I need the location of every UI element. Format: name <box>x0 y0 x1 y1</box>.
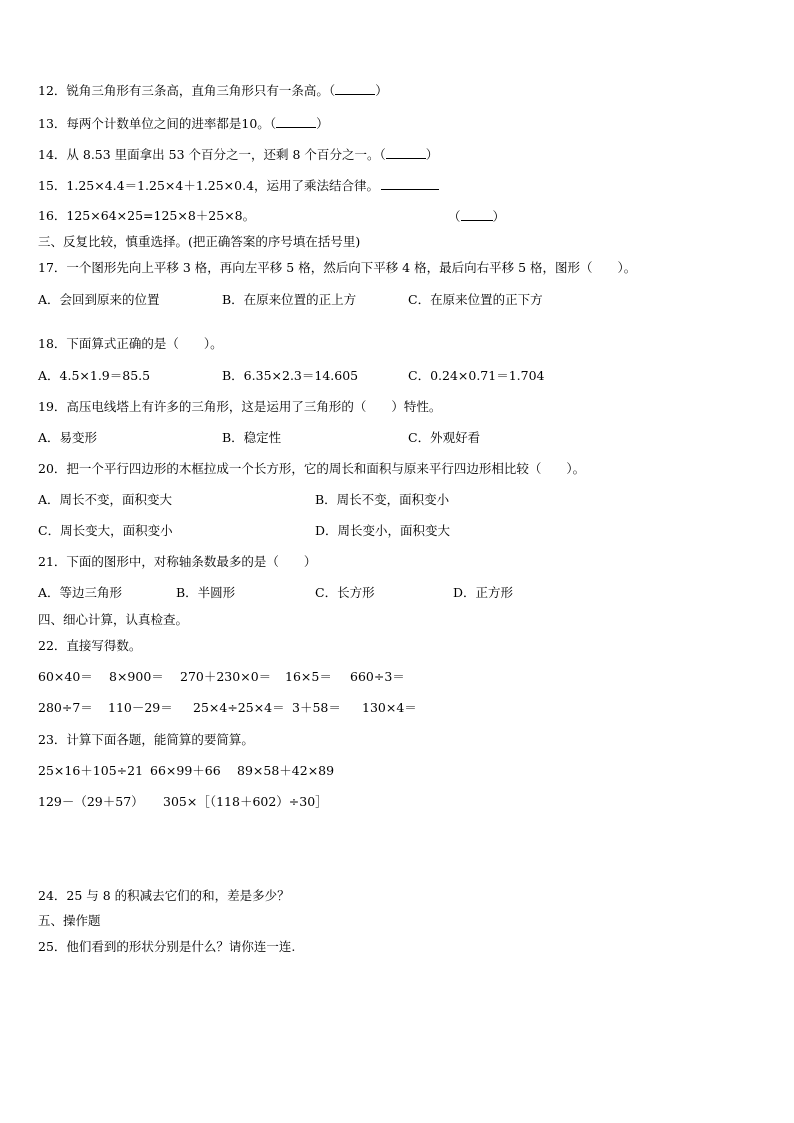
q19-option-c[interactable]: C．外观好看 <box>408 430 481 445</box>
q18-option-a[interactable]: A．4.5×1.9＝85.5 <box>38 368 151 383</box>
question-14-text: 14．从 8.53 里面拿出 53 个百分之一，还剩 8 个百分之一。 <box>38 147 380 162</box>
q23-item: 25×16＋105÷21 <box>38 763 144 778</box>
q22-item: 8×900＝ <box>109 669 164 684</box>
q22-item: 25×4÷25×4＝ <box>193 700 285 715</box>
question-20-text: 20．把一个平行四边形的木框拉成一个长方形，它的周长和面积与原来平行四边形相比较（ ）。 <box>38 461 586 476</box>
question-15 <box>38 177 439 194</box>
question-12: 12．锐角三角形有三条高，直角三角形只有一条高。（ ） <box>38 83 388 98</box>
question-13: 13．每两个计数单位之间的进率都是10。（ ） <box>38 116 329 131</box>
question-16 <box>38 208 255 224</box>
q19-option-a[interactable]: A．易变形 <box>38 430 98 445</box>
q22-item: 60×40＝ <box>38 669 93 684</box>
q23-item: 66×99＋66 <box>150 763 221 778</box>
q18-option-c[interactable]: C．0.24×0.71＝1.704 <box>408 368 545 383</box>
question-16-text: 16．125×64×25=125×8＋25×8。 <box>38 208 256 223</box>
question-16-bracket: （ ） <box>448 209 506 224</box>
section-3-title: 三、反复比较，慎重选择。(把正确答案的序号填在括号里) <box>38 234 361 249</box>
q20-option-a[interactable]: A．周长不变，面积变大 <box>38 492 173 507</box>
answer-blank[interactable] <box>381 177 439 190</box>
q22-item: 3＋58＝ <box>292 700 341 715</box>
q18-option-b[interactable]: B．6.35×2.3＝14.605 <box>222 368 359 383</box>
answer-blank[interactable] <box>276 115 316 128</box>
question-13-text: 13．每两个计数单位之间的进率都是10。 <box>38 116 270 131</box>
question-18-text: 18．下面算式正确的是（ ）。 <box>38 336 223 351</box>
q21-option-c[interactable]: C．长方形 <box>315 585 375 600</box>
question-23-text: 23．计算下面各题，能简算的要简算。 <box>38 732 254 747</box>
q22-item: 110－29＝ <box>108 700 173 715</box>
question-12-text: 12．锐角三角形有三条高，直角三角形只有一条高。 <box>38 83 329 98</box>
section-5-title: 五、操作题 <box>38 913 101 928</box>
answer-blank[interactable] <box>461 208 493 221</box>
question-24-text: 24．25 与 8 的积减去它们的和，差是多少？ <box>38 888 290 903</box>
q22-item: 280÷7＝ <box>38 700 93 715</box>
q17-option-a[interactable]: A．会回到原来的位置 <box>38 292 160 307</box>
q23-item: 129－（29＋57） <box>38 794 144 809</box>
question-19-text: 19．高压电线塔上有许多的三角形，这是运用了三角形的（ ）特性。 <box>38 399 442 414</box>
question-21-text: 21．下面的图形中，对称轴条数最多的是（ ） <box>38 554 317 569</box>
q20-option-d[interactable]: D．周长变小，面积变大 <box>315 523 451 538</box>
question-25-text: 25．他们看到的形状分别是什么？请你连一连. <box>38 939 296 954</box>
q22-item: 16×5＝ <box>285 669 332 684</box>
q20-option-b[interactable]: B．周长不变，面积变小 <box>315 492 450 507</box>
q21-option-a[interactable]: A．等边三角形 <box>38 585 123 600</box>
question-17-text: 17．一个图形先向上平移 3 格，再向左平移 5 格，然后向下平移 4 格，最后向右平移 5 格，图形（ ）。 <box>38 260 637 275</box>
q22-item: 130×4＝ <box>362 700 417 715</box>
q17-option-c[interactable]: C．在原来位置的正下方 <box>408 292 543 307</box>
answer-blank[interactable] <box>335 82 375 95</box>
question-14: 14．从 8.53 里面拿出 53 个百分之一，还剩 8 个百分之一。（ ） <box>38 147 439 162</box>
q19-option-b[interactable]: B．稳定性 <box>222 430 282 445</box>
question-15-text: 15．1.25×4.4＝1.25×4＋1.25×0.4，运用了乘法结合律。 <box>38 178 380 193</box>
q21-option-d[interactable]: D．正方形 <box>453 585 514 600</box>
q23-item: 89×58＋42×89 <box>237 763 335 778</box>
q21-option-b[interactable]: B．半圆形 <box>176 585 236 600</box>
q17-option-b[interactable]: B．在原来位置的正上方 <box>222 292 357 307</box>
q20-option-c[interactable]: C．周长变大，面积变小 <box>38 523 173 538</box>
answer-blank[interactable] <box>386 146 426 159</box>
section-4-title: 四、细心计算，认真检查。 <box>38 612 189 627</box>
question-22-text: 22．直接写得数。 <box>38 638 142 653</box>
q22-item: 660÷3＝ <box>350 669 405 684</box>
q22-item: 270＋230×0＝ <box>180 669 272 684</box>
q23-item: 305×［（118＋602）÷30］ <box>163 794 328 809</box>
